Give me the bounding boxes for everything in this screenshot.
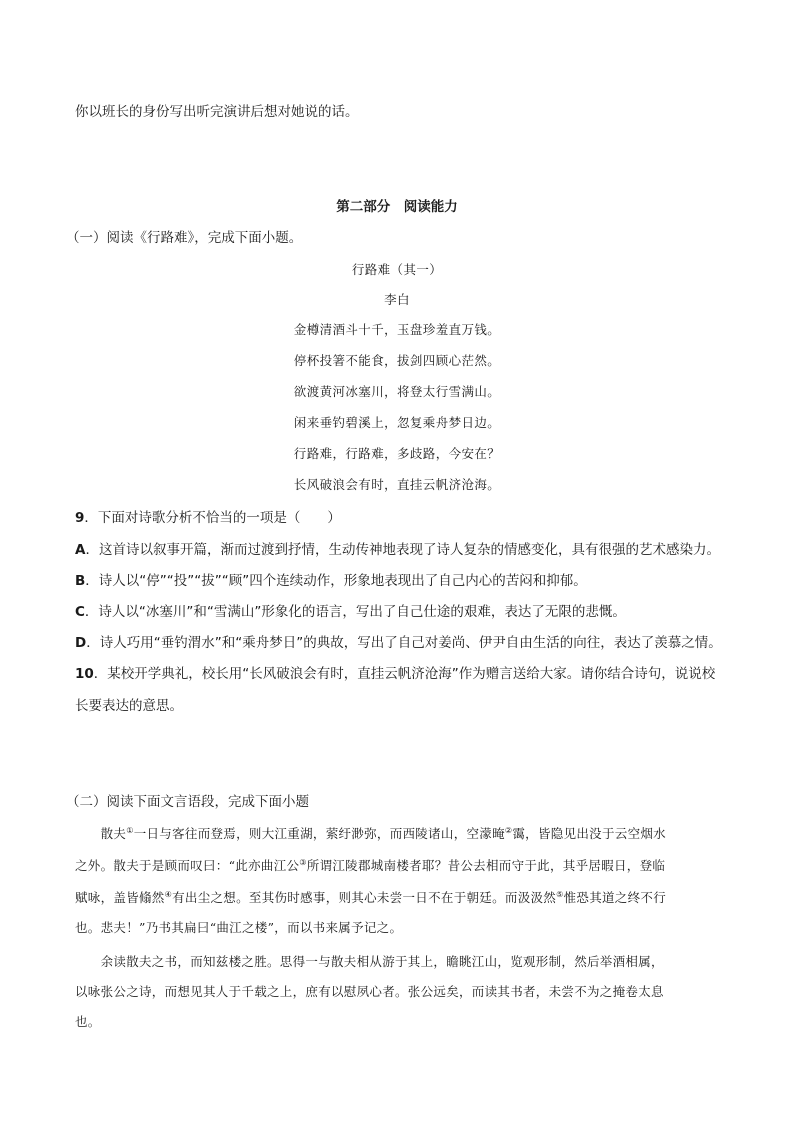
- passage-text: 所谓江陵郡城南楼者耶？昔公去相而守于此，其乎居暇日，登临: [306, 858, 666, 873]
- question-stem: ．下面对诗歌分析不恰当的一项是（ ）: [84, 510, 341, 526]
- passage-text: 之外。散夫于是顾而叹曰：“此亦曲江公: [75, 858, 300, 873]
- question-10-cont: 长要表达的意思。: [75, 698, 183, 714]
- option-letter: B: [75, 573, 86, 589]
- passage-text: 霭，皆隐见出没于云空烟水: [512, 826, 666, 841]
- intro-line: 你以班长的身份写出听完演讲后想对她说的话。: [75, 104, 359, 120]
- option-text: ．诗人以“冰塞川”和“雪满山”形象化的语言，写出了自己仕途的艰难，表达了无限的悲慨。: [84, 604, 626, 620]
- option-letter: C: [75, 604, 85, 620]
- part-title: 第二部分 阅读能力: [336, 199, 458, 215]
- poem-title: 行路难（其一）: [351, 262, 443, 277]
- section2-instruction: （二）阅读下面文言语段，完成下面小题: [66, 794, 309, 810]
- poem-line: 行路难，行路难，多歧路，今安在？: [293, 446, 501, 461]
- poem-line: 金樽清酒斗十千，玉盘珍羞直万钱。: [293, 322, 501, 337]
- option-c: [75, 603, 626, 621]
- option-text: ．诗人巧用“垂钓渭水”和“乘舟梦日”的典故，写出了自己对姜尚、伊尹自由生活的向往，表达了羡慕之情。: [86, 635, 722, 651]
- poem-line: 欲渡黄河冰塞川，将登太行雪满山。: [293, 384, 501, 399]
- passage-line: [75, 826, 700, 842]
- passage-line: 余读散夫之书，而知兹楼之胜。思得一与散夫相从游于其上，瞻眺江山，览观形制，然后举酒相属，: [75, 954, 664, 969]
- question-9: [75, 509, 341, 527]
- option-text: ．这首诗以叙事开篇，渐而过渡到抒情，生动传神地表现了诗人复杂的情感变化，具有很强的艺术感染力。: [85, 542, 720, 558]
- option-text: ．诗人以“停”“投”“拔”“顾”四个连续动作，形象地表现出了自己内心的苦闷和抑郁。: [85, 573, 587, 589]
- poem-author: 李白: [384, 292, 410, 307]
- question-stem: ．某校开学典礼，校长用“长风破浪会有时，直挂云帆济沧海”作为赠言送给大家。请你结合诗句，说说校: [93, 666, 716, 682]
- passage-line: 也。悲夫！”乃书其扁曰“曲江之楼”，而以书来属予记之。: [75, 920, 403, 935]
- poem-line: 停杯投箸不能食，拔剑四顾心茫然。: [293, 353, 501, 368]
- footnote-marker: ③: [299, 857, 307, 867]
- passage-text: 惟恐其道之终不行: [563, 890, 666, 905]
- passage-line: [75, 890, 700, 906]
- option-letter: D: [75, 635, 87, 651]
- question-10: [75, 665, 715, 683]
- passage-text: 赋咏，盖皆翛然: [75, 890, 165, 905]
- section1-instruction: （一）阅读《行路难》，完成下面小题。: [66, 230, 303, 246]
- question-number: 10: [75, 666, 94, 682]
- passage-text: 有出尘之想。至其伤时感事，则其心未尝一日不在于朝廷。而汲汲然: [172, 890, 557, 905]
- passage-text: 散夫: [75, 826, 127, 841]
- footnote-marker: ②: [504, 825, 513, 835]
- footnote-marker: ⑤: [556, 889, 564, 899]
- footnote-marker: ①: [126, 825, 134, 835]
- option-d: [75, 634, 722, 652]
- poem-line: 长风破浪会有时，直挂云帆济沧海。: [293, 477, 501, 492]
- passage-text: 一日与客往而登焉，则大江重湖，萦纡渺弥，而西陵诸山，空濛晻: [133, 826, 505, 841]
- poem-line: 闲来垂钓碧溪上，忽复乘舟梦日边。: [293, 415, 501, 430]
- option-letter: A: [75, 542, 86, 558]
- passage-line: 也。: [75, 1014, 101, 1029]
- passage-line: [75, 858, 700, 874]
- question-number: 9: [75, 510, 85, 526]
- option-a: [75, 541, 720, 559]
- passage-line: 以咏张公之诗，而想见其人于千载之上，庶有以慰夙心者。张公远矣，而读其书者，未尝不为之掩卷太息: [75, 984, 664, 999]
- option-b: [75, 572, 587, 590]
- footnote-marker: ④: [164, 889, 173, 899]
